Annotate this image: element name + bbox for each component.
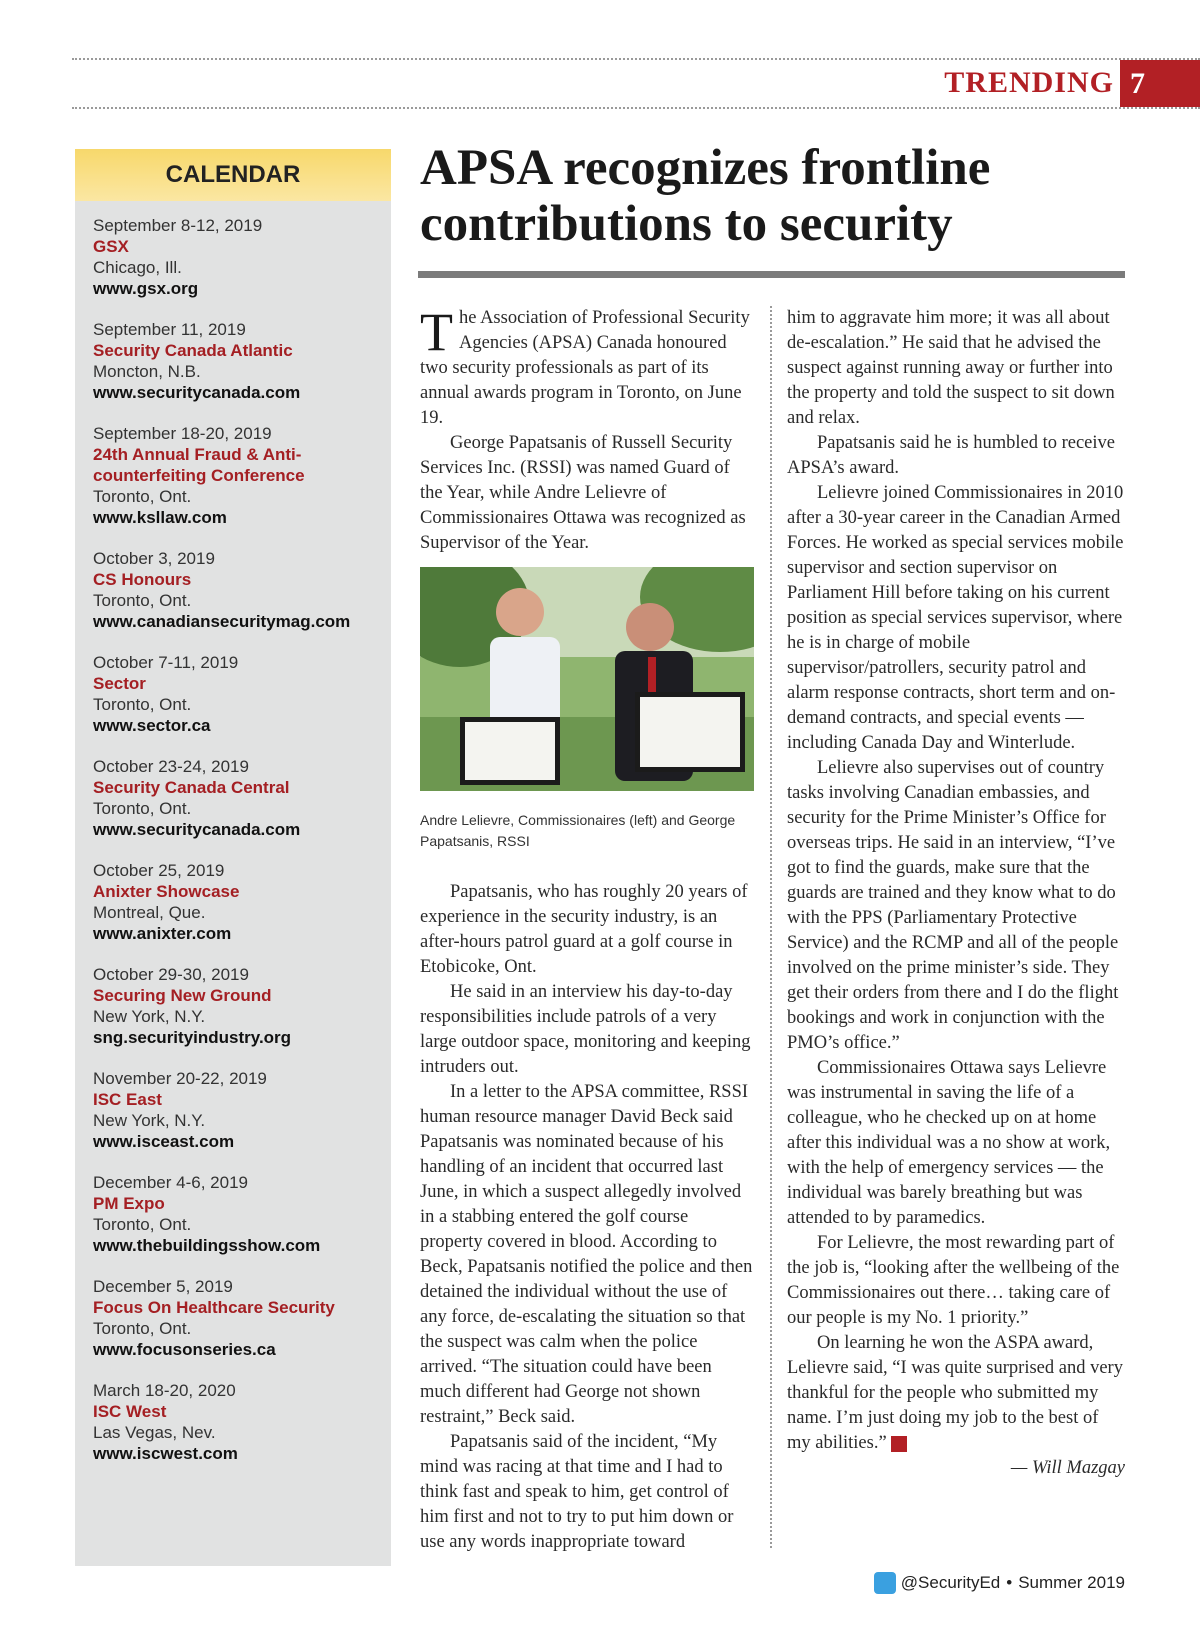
event-name: Focus On Healthcare Security (93, 1298, 335, 1317)
event-item (93, 319, 391, 403)
event-url[interactable]: www.securitycanada.com (93, 383, 301, 402)
byline: — Will Mazgay (1010, 1458, 1125, 1478)
header-top-rule (72, 58, 1200, 60)
article-title: APSA recognizes frontline contributions to security (420, 140, 991, 252)
event-date: October 23-24, 2019 (93, 757, 249, 776)
award-photo (420, 567, 754, 791)
article-paragraph: He said in an interview his day-to-day responsibilities include patrols of a very large outdoor space, monitoring and keeping intruders out. (420, 982, 751, 1077)
event-url[interactable]: www.thebuildingsshow.com (93, 1236, 321, 1255)
calendar-sidebar (75, 149, 391, 1566)
article-paragraph: Papatsanis, who has roughly 20 years of experience in the security industry, is an after-hours patrol guard at a golf course in Etobicoke, Ont. (420, 882, 748, 977)
event-url[interactable]: www.gsx.org (93, 279, 199, 298)
event-name: Security Canada Central (93, 778, 290, 797)
event-location: Toronto, Ont. (93, 1215, 192, 1234)
event-date: December 5, 2019 (93, 1277, 233, 1296)
event-url[interactable]: www.focusonseries.ca (93, 1340, 276, 1359)
event-location: Moncton, N.B. (93, 362, 201, 381)
event-url[interactable]: www.iscwest.com (93, 1444, 238, 1463)
paragraph-text: On learning he won the ASPA award, Lelievre said, “I was quite surprised and very thankful for the people who submitted my name. I’m just doing my job to the best of my abilities.” (787, 1333, 1123, 1453)
event-location: Las Vegas, Nev. (93, 1423, 216, 1442)
article-paragraph: Papatsanis said of the incident, “My mind was racing at that time and I had to think fast and speak to him, get control of him first and not to try to put him down or use any words inappropriate toward (420, 1432, 734, 1552)
article-paragraph: Papatsanis said he is humbled to receive APSA’s award. (787, 433, 1115, 478)
article-paragraph (787, 1331, 1125, 1456)
article-paragraph: Lelievre also supervises out of country tasks involving Canadian embassies, and security for the Prime Minister’s Office for overseas trips. He said in an interview, “I’ve got to find the guards, make sure that the guards are trained and they know what to do with the PPS (Parliamentary Protective Service) and the RCMP and all of the people involved on the prime minister’s side. They get their orders from there and I do the flight bookings and work in conjunction with the PMO’s office.” (787, 758, 1119, 1053)
event-name: Securing New Ground (93, 986, 272, 1005)
photo-caption: Andre Lelievre, Commissionaires (left) and George Papatsanis, RSSI (420, 812, 736, 849)
event-location: New York, N.Y. (93, 1111, 206, 1130)
event-url[interactable]: www.canadiansecuritymag.com (93, 612, 351, 631)
event-url[interactable]: sng.securityindustry.org (93, 1028, 292, 1047)
page-footer (874, 1572, 1125, 1594)
article-paragraph: George Papatsanis of Russell Security Services Inc. (RSSI) was named Guard of the Year, while Andre Lelievre of Commissionaires Ottawa was recognized as Supervisor of the Year. (420, 433, 746, 553)
title-rule (418, 271, 1125, 278)
header-bottom-rule (72, 107, 1200, 109)
event-date: September 8-12, 2019 (93, 216, 263, 235)
event-location: Toronto, Ont. (93, 695, 192, 714)
event-item (93, 1172, 391, 1256)
event-item (93, 652, 391, 736)
calendar-heading: CALENDAR (75, 149, 391, 201)
event-item (93, 215, 391, 299)
event-date: September 11, 2019 (93, 320, 246, 339)
article-paragraph: Commissionaires Ottawa says Lelievre was instrumental in saving the life of a colleague, who he checked up on at home after this individual was a no show at work, with the help of emergency services — the individual was barely breathing but was attended to by paramedics. (787, 1058, 1111, 1228)
event-list (75, 201, 391, 1464)
event-item (93, 860, 391, 944)
event-location: Chicago, Ill. (93, 258, 182, 277)
issue-label: Summer 2019 (1018, 1573, 1125, 1592)
event-date: October 29-30, 2019 (93, 965, 249, 984)
event-date: October 3, 2019 (93, 549, 215, 568)
article-paragraph: For Lelievre, the most rewarding part of the job is, “looking after the wellbeing of the Commissionaires out there… taking care of our people is my No. 1 priority.” (787, 1233, 1120, 1328)
event-url[interactable]: www.isceast.com (93, 1132, 235, 1151)
event-item (93, 1068, 391, 1152)
event-name: GSX (93, 237, 129, 256)
section-label: TRENDING (944, 66, 1114, 99)
twitter-handle[interactable]: @SecurityEd (900, 1573, 1001, 1592)
event-name: PM Expo (93, 1194, 165, 1213)
drop-cap: T (420, 302, 453, 362)
event-item (93, 756, 391, 840)
event-date: November 20-22, 2019 (93, 1069, 267, 1088)
article-paragraph: In a letter to the APSA committee, RSSI human resource manager David Beck said Papatsanis was nominated because of his handling of an incident that occurred last June, in which a suspect allegedly involved in a stabbing entered the golf course property covered in blood. According to Beck, Papatsanis notified the police and then detained the individual without the use of any force, de-escalating the situation so that the suspect was calm when the police arrived. “The situation could have been much different had George not shown restraint,” Beck said. (420, 1082, 753, 1427)
twitter-icon (874, 1572, 896, 1594)
event-url[interactable]: www.sector.ca (93, 716, 211, 735)
event-date: September 18-20, 2019 (93, 424, 272, 443)
event-item (93, 1380, 391, 1464)
article-paragraph (420, 302, 754, 431)
footer-separator: • (1006, 1573, 1013, 1592)
event-date: October 25, 2019 (93, 861, 225, 880)
event-item (93, 548, 391, 632)
article-column-right (787, 306, 1125, 1481)
cs-end-mark: CS (891, 1436, 907, 1452)
paragraph-text: he Association of Professional Security Agencies (APSA) Canada honoured two security professionals as part of its annual awards program in Toronto, on June 19. (420, 308, 750, 428)
event-item (93, 964, 391, 1048)
event-location: Toronto, Ont. (93, 1319, 192, 1338)
column-divider (770, 306, 772, 1548)
article-paragraph: Lelievre joined Commissionaires in 2010 after a 30-year career in the Canadian Armed Forces. He worked as special services mobile supervisor and section supervisor on Parliament Hill before taking on his current position as special services supervisor, where he is in charge of mobile supervisor/patrollers, security patrol and alarm response contracts, short term and on-demand contracts, and special events — including Canada Day and Winterlude. (787, 483, 1124, 753)
event-item (93, 423, 391, 528)
event-url[interactable]: www.ksllaw.com (93, 508, 227, 527)
article-column-left-top (420, 302, 754, 556)
photo-illustration (420, 567, 754, 791)
page-number: 7 (1120, 60, 1200, 107)
event-url[interactable]: www.anixter.com (93, 924, 232, 943)
event-location: New York, N.Y. (93, 1007, 206, 1026)
article-column-left-bottom (420, 880, 754, 1555)
event-url[interactable]: www.securitycanada.com (93, 820, 301, 839)
event-name: CS Honours (93, 570, 192, 589)
event-location: Toronto, Ont. (93, 799, 192, 818)
event-date: October 7-11, 2019 (93, 653, 239, 672)
event-location: Toronto, Ont. (93, 487, 192, 506)
event-location: Montreal, Que. (93, 903, 206, 922)
event-date: March 18-20, 2020 (93, 1381, 236, 1400)
event-name: Anixter Showcase (93, 882, 240, 901)
event-location: Toronto, Ont. (93, 591, 192, 610)
event-item (93, 1276, 391, 1360)
event-name: 24th Annual Fraud & Anti-counterfeiting Conference (93, 445, 305, 485)
event-name: ISC East (93, 1090, 162, 1109)
event-name: ISC West (93, 1402, 167, 1421)
event-name: Security Canada Atlantic (93, 341, 293, 360)
event-date: December 4-6, 2019 (93, 1173, 248, 1192)
event-name: Sector (93, 674, 146, 693)
article-paragraph: him to aggravate him more; it was all about de-escalation.” He said that he advised the suspect against running away or further into the property and told the suspect to sit down and relax. (787, 308, 1115, 428)
